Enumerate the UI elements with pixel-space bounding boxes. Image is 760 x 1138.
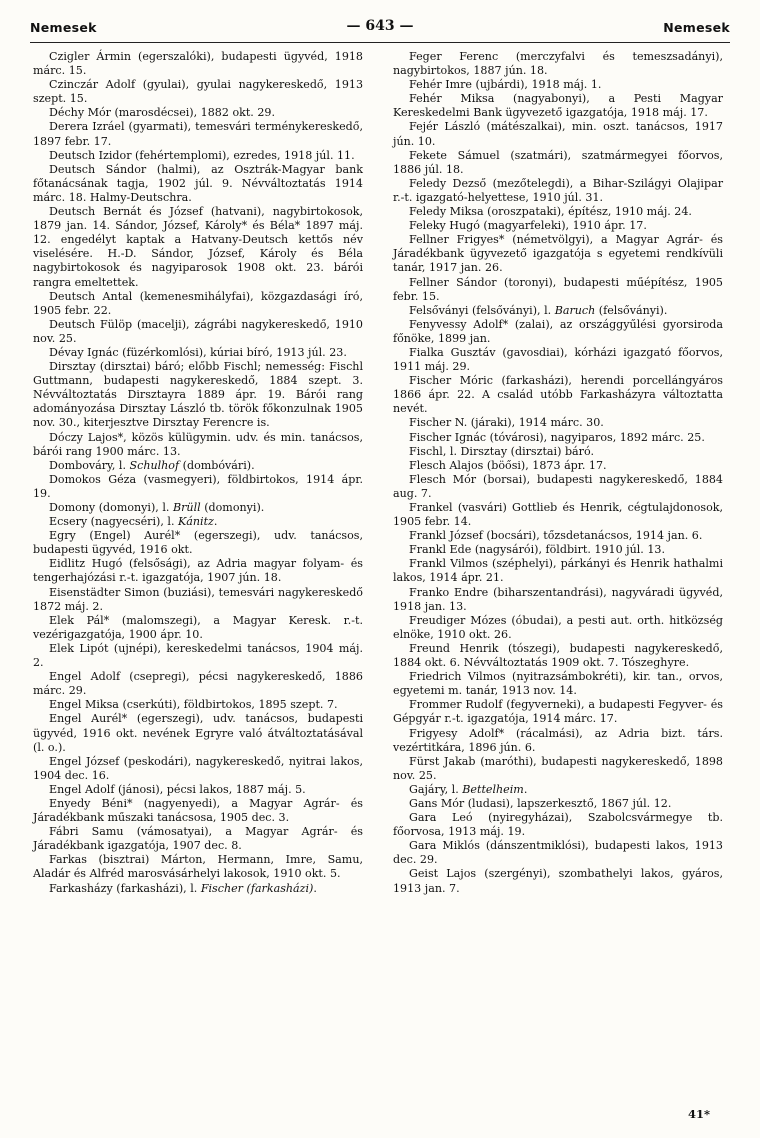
register-entry: Flesch Alajos (böősi), 1873 ápr. 17. <box>409 458 607 472</box>
register-entry: Gajáry, l. Bettelheim. <box>409 782 528 796</box>
register-entry: Fialka Gusztáv (gavosdiai), kórházi igazgató főorvos, 1911 máj. 29. <box>393 345 723 374</box>
register-entry: Fehér Imre (ujbárdi), 1918 máj. 1. <box>409 78 602 92</box>
register-entry: Fischer Móric (farkasházi), herendi porcellángyáros 1866 ápr. 22. A család utóbb Farkasházyra változtatta nevét. <box>393 374 723 416</box>
register-entry: Gans Mór (ludasi), lapszerkesztő, 1867 júl. 12. <box>409 796 672 810</box>
register-entry: Freudiger Mózes (óbudai), a pesti aut. orth. hitközség elnöke, 1910 okt. 26. <box>393 613 723 641</box>
register-entry: Fehér Miksa (nagyabonyi), a Pesti Magyar Kereskedelmi Bank ügyvezető igazgatója, 1918 máj. 17. <box>393 92 723 120</box>
register-entry: Czigler Ármin (egerszalóki), budapesti ügyvéd, 1918 márc. 15. <box>33 50 363 78</box>
register-entry: Engel Adolf (jánosi), pécsi lakos, 1887 máj. 5. <box>49 782 306 796</box>
register-entry: Frankl Vilmos (széphelyi), párkányi és Henrik hathalmi lakos, 1914 ápr. 21. <box>393 557 723 585</box>
register-entry: Feledy Dezső (mezőtelegdi), a Bihar-Szilágyi Olajipar r.-t. igazgató-helyettese, 1910 júl. 31. <box>393 176 723 204</box>
running-header <box>30 18 730 40</box>
register-entry: Frommer Rudolf (fegyverneki), a budapesti Fegyver- és Gépgyár r.-t. igazgatója, 1914 márc. 17. <box>393 698 723 726</box>
register-entry: Fürst Jakab (maróthi), budapesti nagykereskedő, 1898 nov. 25. <box>393 754 723 782</box>
register-entry: Elek Pál* (malomszegi), a Magyar Keresk. r.-t. vezérigazgatója, 1900 ápr. 10. <box>33 613 363 641</box>
register-entry: Domony (domonyi), l. Brüll (domonyi). <box>49 501 265 514</box>
register-entry: Déchy Mór (marosdécsei), 1882 okt. 29. <box>49 106 275 120</box>
page-number: — 643 — <box>346 18 414 34</box>
register-entry: Fellner Sándor (toronyi), budapesti műépítész, 1905 febr. 15. <box>393 275 723 303</box>
register-entry: Frankl Ede (nagysárói), földbirt. 1910 júl. 13. <box>409 543 666 557</box>
header-right-title: Nemesek <box>663 20 730 35</box>
register-entry: Fellner Frigyes* (németvölgyi), a Magyar Agrár- és Járadékbank ügyvezető igazgatója s egyetemi rendkívüli tanár, 1917 jan. 26. <box>393 233 723 275</box>
register-entry: Dóczy Lajos*, közös külügymin. udv. és min. tanácsos, bárói rang 1900 márc. 13. <box>33 430 363 458</box>
register-entry: Fenyvessy Adolf* (zalai), az országgyűlési gyorsiroda főnöke, 1899 jan. <box>393 317 723 345</box>
register-entry: Engel József (peskodári), nagykereskedő, nyitrai lakos, 1904 dec. 16. <box>33 754 363 782</box>
register-entry: Deutsch Fülöp (macelji), zágrábi nagykereskedő, 1910 nov. 25. <box>33 317 363 345</box>
register-entry: Fábri Samu (vámosatyai), a Magyar Agrár- és Járadékbank igazgatója, 1907 dec. 8. <box>33 825 363 853</box>
register-entry: Domokos Géza (vasmegyeri), földbirtokos, 1914 ápr. 19. <box>33 472 363 500</box>
register-entry: Engel Adolf (csepregi), pécsi nagykereskedő, 1886 márc. 29. <box>33 670 363 698</box>
register-entry: Derera Izráel (gyarmati), temesvári terménykereskedő, 1897 febr. 17. <box>33 120 363 148</box>
register-entry: Felsőványi (felsőványi), l. Baruch (felsőványi). <box>409 303 668 317</box>
register-entry: Ecsery (nagyecséri), l. Kánitz. <box>49 515 218 529</box>
register-entry: Engel Miksa (cserkúti), földbirtokos, 1895 szept. 7. <box>49 698 338 712</box>
register-entry: Deutsch Bernát és József (hatvani), nagybirtokosok, 1879 jan. 14. Sándor, József, Károly* és Béla* 1897 máj. 12. engedélyt kaptak a Hatvany-Deutsch kettős név viselésére. H.-D. Sándor, József, Károly és Béla nagybirtokosok és nagyiparosok 1908 okt. 23. bárói rangra emeltettek. <box>33 205 363 289</box>
register-entry: Geist Lajos (szergényi), szombathelyi lakos, gyáros, 1913 jan. 7. <box>393 867 723 895</box>
left-column <box>33 50 363 896</box>
register-entry: Feger Ferenc (merczyfalvi és temeszsadányi), nagybirtokos, 1887 jún. 18. <box>393 50 723 78</box>
register-entry: Deutsch Izidor (fehértemplomi), ezredes, 1918 júl. 11. <box>49 148 355 162</box>
register-entry: Dombováry, l. Schulhof (dombóvári). <box>49 458 255 472</box>
register-entry: Egry (Engel) Aurél* (egerszegi), udv. tanácsos, budapesti ügyvéd, 1916 okt. <box>33 529 363 557</box>
register-entry: Feleky Hugó (magyarfeleki), 1910 ápr. 17. <box>409 219 647 233</box>
register-entry: Farkas (bisztrai) Márton, Hermann, Imre, Samu, Aladár és Alfréd marosvásárhelyi lakosok, 1910 okt. 5. <box>33 853 363 881</box>
register-entry: Feledy Miksa (oroszpataki), építész, 1910 máj. 24. <box>409 205 692 219</box>
register-entry: Engel Aurél* (egerszegi), udv. tanácsos, budapesti ügyvéd, 1916 okt. nevének Egryre való átváltoztatásával (l. o.). <box>33 712 363 754</box>
register-entry: Friedrich Vilmos (nyitrazsámbokréti), kir. tan., orvos, egyetemi m. tanár, 1913 nov. 14. <box>393 670 723 698</box>
register-entry: Farkasházy (farkasházi), l. Fischer (farkasházi). <box>49 881 317 895</box>
register-entry: Fischer N. (járaki), 1914 márc. 30. <box>409 416 604 430</box>
register-entry: Czinczár Adolf (gyulai), gyulai nagykereskedő, 1913 szept. 15. <box>33 78 363 106</box>
register-entry: Deutsch Sándor (halmi), az Osztrák-Magyar bank főtanácsának tagja, 1902 júl. 9. Névváltoztatás 1914 márc. 18. Halmy-Deutschra. <box>33 162 363 204</box>
header-rule <box>30 42 730 43</box>
register-entry: Deutsch Antal (kemenesmihályfai), közgazdasági író, 1905 febr. 22. <box>33 289 363 317</box>
register-entry: Fischl, l. Dirsztay (dirsztai) báró. <box>409 444 594 458</box>
register-entry: Frigyesy Adolf* (rácalmási), az Adria bizt. társ. vezértitkára, 1896 jún. 6. <box>393 726 723 754</box>
register-entry: Dirsztay (dirsztai) báró; előbb Fischl; nemesség: Fischl Guttmann, budapesti nagykereskedő, 1884 szept. 3. Névváltoztatás Dirsztayra 1889 ápr. 19. Bárói rang adományozása Dirsztay László tb. török főkonzulnak 1905 nov. 30., kiterjesztve Dirsztay Ferencre is. <box>33 360 363 430</box>
register-entry: Franko Endre (biharszentandrási), nagyváradi ügyvéd, 1918 jan. 13. <box>393 585 723 613</box>
register-entry: Enyedy Béni* (nagyenyedi), a Magyar Agrár- és Járadékbank műszaki tanácsosa, 1905 dec. 3. <box>33 796 363 825</box>
register-entry: Dévay Ignác (füzérkomlósi), kúriai bíró, 1913 júl. 23. <box>49 345 347 359</box>
header-left-title: Nemesek <box>30 20 97 35</box>
register-entry: Freund Henrik (tószegi), budapesti nagykereskedő, 1884 okt. 6. Névváltoztatás 1909 okt. 7. Tószeghyre. <box>393 641 723 670</box>
register-entry: Elek Lipót (ujnépi), kereskedelmi tanácsos, 1904 máj. 2. <box>33 641 363 670</box>
register-entry: Frankl József (bocsári), tőzsdetanácsos, 1914 jan. 6. <box>409 529 703 543</box>
register-entry: Gara Miklós (dánszentmiklósi), budapesti lakos, 1913 dec. 29. <box>393 839 723 867</box>
register-entry: Fischer Ignác (tóvárosi), nagyiparos, 1892 márc. 25. <box>409 430 705 444</box>
register-entry: Fejér László (mátészalkai), min. oszt. tanácsos, 1917 jún. 10. <box>393 120 723 148</box>
right-column <box>393 50 723 896</box>
register-entry: Frankel (vasvári) Gottlieb és Henrik, cégtulajdonosok, 1905 febr. 14. <box>393 501 723 529</box>
signature-mark: 41* <box>687 1107 710 1121</box>
register-entry: Eisenstädter Simon (buziási), temesvári nagykereskedő 1872 máj. 2. <box>33 585 363 613</box>
register-entry: Gara Leó (nyiregyházai), Szabolcsvármegye tb. főorvosa, 1913 máj. 19. <box>393 811 723 839</box>
register-entry: Flesch Mór (borsai), budapesti nagykereskedő, 1884 aug. 7. <box>393 472 723 500</box>
register-entry: Fekete Sámuel (szatmári), szatmármegyei főorvos, 1886 júl. 18. <box>393 148 723 176</box>
register-entry: Eidlitz Hugó (felsősági), az Adria magyar folyam- és tengerhajózási r.-t. igazgatója, 1907 jún. 18. <box>33 557 363 585</box>
